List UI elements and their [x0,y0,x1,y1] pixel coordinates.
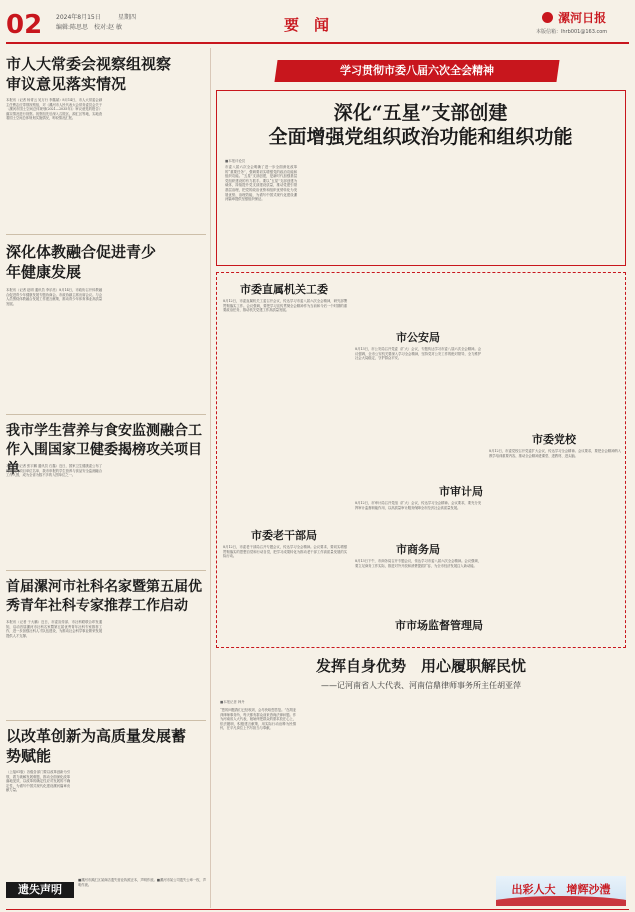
article-body: （上接01版）各级各部门要以改革创新为引领，着力破解发展难题，推动全面深化改革落地见效，以改革的确定性应对发展的不确定性，为谱写中国式现代化建设漯河篇章贡献力量。 [6,770,70,793]
article-body: 8月12日，市委直属机关工委召开会议，传达学习市委八届六次全会精神，研究部署贯彻落实工作。会议强调，要把学习宣传贯彻全会精神作为当前和今后一个时期的重要政治任务，推动机关党建工作高质量发展。 [223,299,347,313]
feature-body: “您的问题我们已经收到，会尽快给您答复。”在胡亚萍律师事务所，每天都有群众前来咨询法律问题。作为河南省人大代表，她始终把群众的需求放在心上，依法履职，积极建言献策，用实际行动诠释为民情怀，在平凡岗位上书写担当与奉献。 [220,708,296,731]
article-body: 8月12日，市审计局召开党组（扩大）会议，传达学习全会精神。会议要求，要充分发挥审计监督职能作用，以高质量审计服务保障全市经济社会高质量发展。 [355,501,481,510]
divider [6,234,206,235]
article-title: 市委直属机关工委 [240,283,328,296]
notice-title: 遗失声明 [6,882,74,898]
lead-body-continued [301,165,373,261]
hotline: 本版信箱：lhrb001@163.com [536,29,608,35]
notice-box [6,878,206,908]
lead-title-line1: 深化“五星”支部创建 [333,102,508,124]
article-body-continued [108,464,204,566]
feature-body-continued [548,708,624,868]
article-title: 深化体教融合促进青少年健康发展 [6,243,157,281]
editors-credit: 编辑:陈思思 校对:赵 敏 [56,24,122,31]
newspaper-logo [542,7,606,26]
article-title: 以改革创新为高质量发展蓄势赋能 [6,727,187,765]
article-body-continued [489,281,621,321]
lead-body-continued [529,165,619,261]
footer-rule [6,909,629,910]
article-title: 市委老干部局 [251,529,317,542]
ad-text: 出彩人大 增辉沙澧 [511,883,611,896]
article-body-continued [74,770,138,874]
article-title: 首届漯河市社科名家暨第五届优秀青年社科专家推荐工作启动 [6,579,202,614]
section-title: 要 闻 [284,16,330,34]
notice-body: ■漯河市源汇区某商店遗失营业执照正本，声明作废。■漯河市某公司遗失公章一枚，声明作废。 [78,878,206,887]
feature-byline: ■本报记者 韩丹 [220,700,245,704]
article-title: 市市场监督管理局 [353,617,483,633]
page-number: 02 [6,10,43,40]
lead-body-continued [453,165,525,261]
left-column [6,48,206,908]
article-body-continued [355,281,481,323]
feature-article [216,654,626,872]
feature-subtitle: ——记河南省人大代表、河南信鼎律师事务所主任胡亚萍 [321,681,521,690]
lead-body-continued [377,165,449,261]
article-body-continued [108,620,204,716]
banner-text: 学习贯彻市委八届六次全会精神 [340,64,494,77]
logo-icon [542,12,553,23]
masthead [0,0,635,44]
article-body: 本报讯（记者 张宇鹏 通讯员 石鑫）近日，国家卫生健康委公布了揭榜攻关项目单位名单，我市申报的学生营养与食品安全监测融合工作入围，成为全省为数不多的入围单位之一。 [6,464,102,478]
article-title: 市审计局 [439,485,483,498]
divider [6,570,206,571]
article-body: 8月12日，市委老干部局召开专题会议，传达学习全会精神。会议要求，要切实增强贯彻落实的思想自觉和行动自觉，把学习成果转化为推动老干部工作高质量发展的实际行动。 [223,545,347,559]
article-title: 市商务局 [396,543,440,556]
meeting-roundup [216,272,626,648]
column-rule [210,48,211,908]
issue-weekday: 星期四 [118,14,137,21]
article-body: 8月13日，市公安局召开党委（扩大）会议，专题传达学习市委八届六次全会精神。会议强调，全市公安机关要深入学习全会精神，坚持党对公安工作的绝对领导，全力维护社会大局稳定，守护群众平安。 [355,347,481,361]
issue-date: 2024年8月15日 [56,14,101,21]
article-title: 市人大常委会视察组视察审议意见落实情况 [6,55,172,93]
article-body-continued [108,288,204,410]
divider [6,720,206,721]
article-body: 8月12日，市委党校召开党委扩大会议，传达学习全会精神。会议要求，要把全会精神纳入教学培训重要内容，推动全会精神进课堂、进教材、进头脑。 [489,449,621,458]
article-body: 8月13日下午，市商务局召开专题会议，传达学习市委八届六次全会精神。会议强调，要立足商务工作实际，推进对外开放和消费提质扩容，为全市经济发展注入新动能。 [355,559,481,568]
lead-byline: ■本报评论员 [225,159,246,163]
feature-body-continued [466,708,542,868]
lead-article [216,90,626,266]
article-title: 我市学生营养与食安监测融合工作入围国家卫健委揭榜攻关项目单 [6,423,202,477]
article-body-continued [489,329,621,439]
ad-wave [496,896,626,906]
ad-banner [496,876,626,906]
article-body: 本报讯（记者 赵明 通讯员 李乐亮）8月14日，市政协召开体教融合促进青少年健康发展专题协商会。市政协副主席出席会议。与会人员围绕体教融合发展工作建言献策，推动青少年体育事业高质量发展。 [6,288,102,306]
article-body: 本报讯（记者 杨青云 吴万行 李鑫斌）8月14日，市人大常委会副主任曹志红带领视察组，对《漯河市人民代表大会常务委员会关于〈漯河市国土空间总体规划(2021—2035年)〉审议意见的报告》落实情况进行视察。视察组先后深入召陵区、源汇区等地，实地查看国土空间总体规划实施情况，听取情况汇报。 [6,98,102,121]
masthead-rule [6,42,629,44]
divider [6,414,206,415]
lead-title-line2: 全面增强党组织政治功能和组织功能 [268,126,573,148]
lead-body: 市委八届六次全会明确了进一步全面深化改革的“重要任务”，强调要切实增强党的政治功能和组织功能。“五星”支部创建，是新时代加强基层党组织建设的有力抓手。要以“五星”支部创建为载体，持续提升党支部建设质量，推动党建引领基层治理，把党的政治优势和组织优势转化为发展优势、治理效能，为谱写中国式现代化建设漯河篇章提供坚强组织保证。 [225,165,297,202]
article-body-continued [108,98,204,230]
article-title: 市公安局 [396,331,440,344]
feature-body-continued [302,708,378,868]
article-title: 市委党校 [532,433,576,446]
logo-text: 漯河日报 [558,11,607,25]
article-body-continued [142,770,206,874]
feature-title: 发挥自身优势 用心履职解民忧 [315,657,526,675]
article-body: 本报讯（记者 于大鹏）近日，市委宣传部、市社科联联合印发通知，启动首届漯河市社科名家暨第五届优秀青年社科专家推荐工作，进一步加强社科人才队伍建设，为推动社会科学事业繁荣发展提供人才支撑。 [6,620,102,638]
feature-body-continued [384,708,460,868]
topic-banner [274,60,559,82]
